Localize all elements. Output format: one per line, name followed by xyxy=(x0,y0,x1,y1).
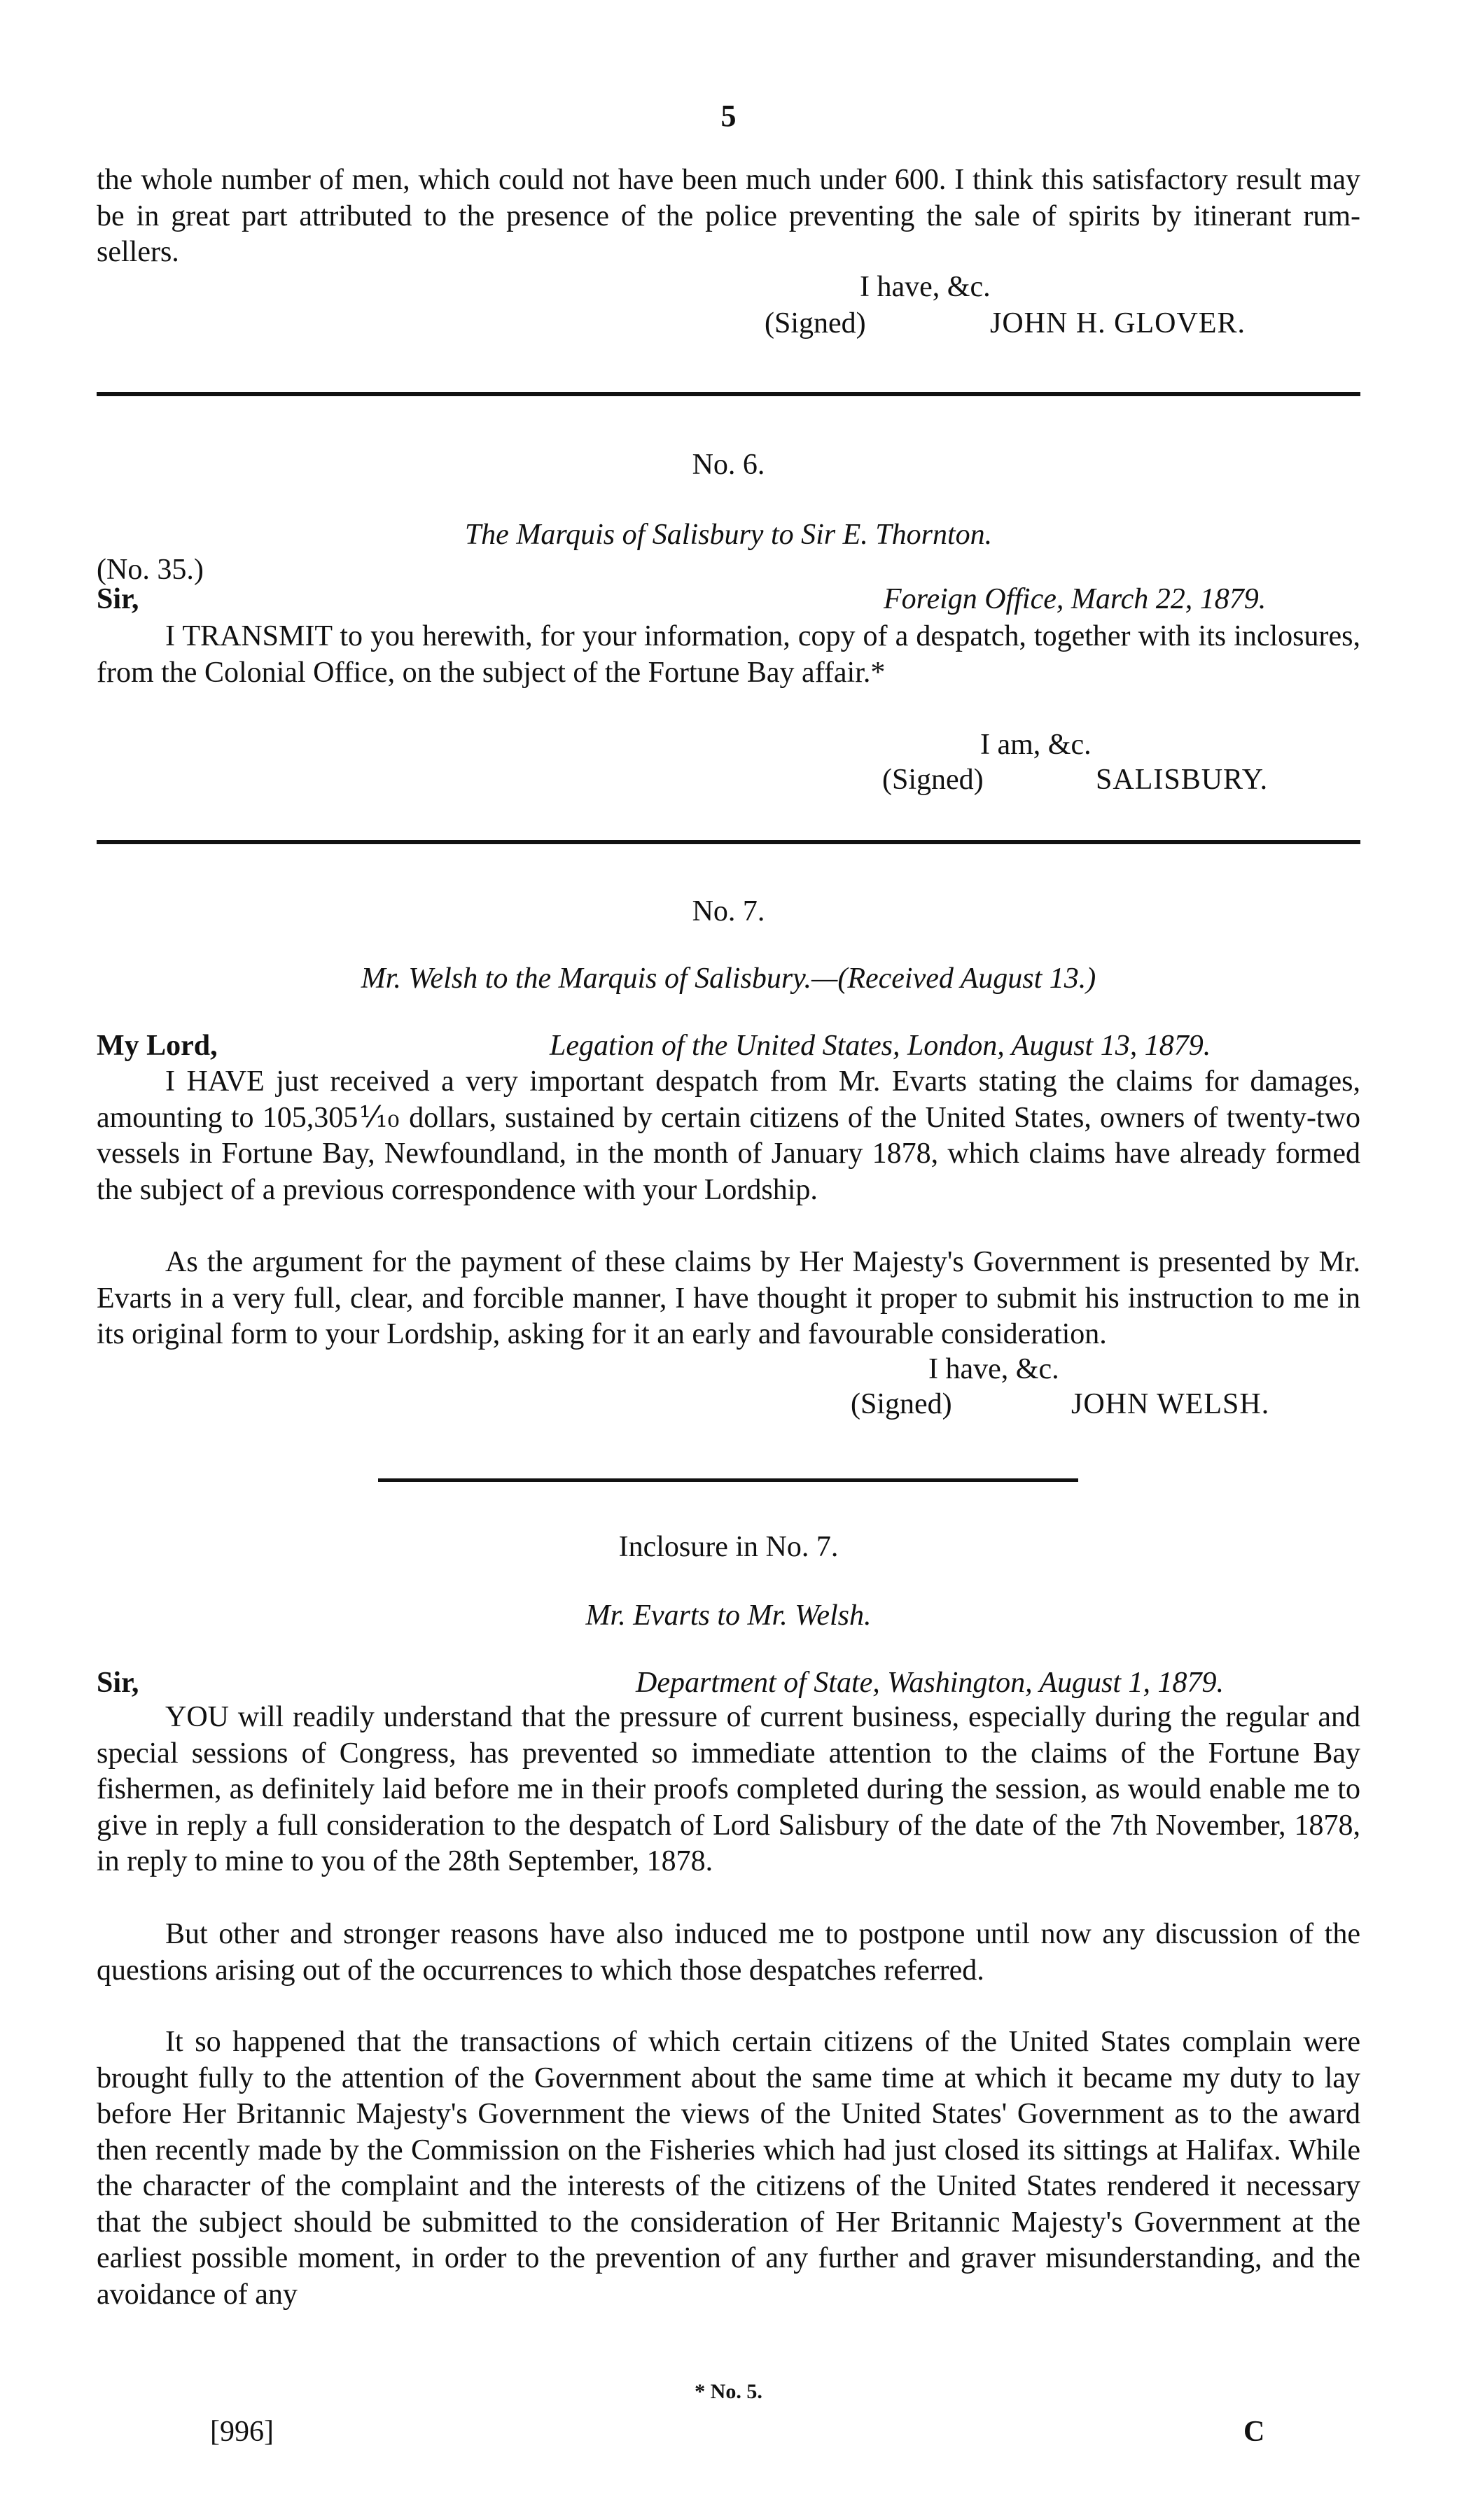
inclosure-paragraph-3: It so happened that the transactions of which certain citizens of the United States complain were brought fully to the attention of the Government about the same time at which it became my duty to lay before Her Britannic Majesty's Government the views of the United States' Government as to the award then recently made by the Commission on the Fisheries which had just closed its sittings at Halifax. While the character of the complaint and the interests of the citizens of the United States rendered it necessary that the subject should be submitted to the consideration of Her Britannic Majesty's Government at the earliest possible moment, in order to the prevention of any further and graver misunderstanding, and the avoidance of any xyxy=(97,2026,1360,2311)
footer-gathering-letter: C xyxy=(1243,2416,1265,2448)
no7-dateline: Legation of the United States, London, August 13, 1879. xyxy=(550,1030,1211,1062)
page-number: 5 xyxy=(720,99,737,133)
no6-reference: (No. 35.) xyxy=(97,554,204,586)
no6-signed-label: (Signed) xyxy=(882,764,984,796)
inclosure-heading: Inclosure in No. 7. xyxy=(618,1531,839,1563)
no7-heading: No. 7. xyxy=(692,895,765,927)
section-divider xyxy=(97,840,1360,844)
inclosure-title: Mr. Evarts to Mr. Welsh. xyxy=(585,1600,872,1632)
opening-paragraph: the whole number of men, which could not have been much under 600. I think this satisfactory result may be in great part attributed to the presence of the police preventing the sale of spirits by itinerant rum-sellers. xyxy=(97,164,1360,268)
no7-signed-label: (Signed) xyxy=(851,1388,952,1420)
no6-closing: I am, &c. xyxy=(980,729,1092,761)
no7-title: Mr. Welsh to the Marquis of Salisbury.—(Received August 13.) xyxy=(361,962,1096,995)
no7-signatory: JOHN WELSH. xyxy=(1071,1388,1270,1420)
no7-paragraph-2: As the argument for the payment of these claims by Her Majesty's Government is presented by Mr. Evarts in a very full, clear, and forcible manner, I have thought it proper to submit his instruction to me in its original form to your Lordship, asking for it an early and favourable consideration. xyxy=(97,1246,1360,1350)
inclosure-salutation: Sir, xyxy=(97,1667,139,1699)
no7-paragraph-1: I HAVE just received a very important despatch from Mr. Evarts stating the claims for damages, amounting to 105,305⅒ dollars, sustained by certain citizens of the United States, owners of twenty-two vessels in Fortune Bay, Newfoundland, in the month of January 1878, which claims have already formed the subject of a previous correspondence with your Lordship. xyxy=(97,1065,1360,1206)
no6-title: The Marquis of Salisbury to Sir E. Thornton. xyxy=(464,519,993,551)
footnote: * No. 5. xyxy=(695,2380,762,2403)
inclosure-paragraph-1: YOU will readily understand that the pressure of current business, especially during the regular and special sessions of Congress, has prevented so immediate attention to the claims of the Fortune Bay fishermen, as definitely laid before me in their proofs completed during the session, as would enable me to give in reply a full consideration to the despatch of Lord Salisbury of the date of the 7th November, 1878, in reply to mine to you of the 28th September, 1878. xyxy=(97,1701,1360,1877)
footer-signature-mark: [996] xyxy=(210,2416,274,2448)
no6-body: I TRANSMIT to you herewith, for your information, copy of a despatch, together with its inclosures, from the Colonial Office, on the subject of the Fortune Bay affair.* xyxy=(97,620,1360,689)
no7-closing: I have, &c. xyxy=(928,1353,1059,1385)
section-divider xyxy=(97,392,1360,396)
no7-salutation: My Lord, xyxy=(97,1030,218,1062)
no6-signatory: SALISBURY. xyxy=(1096,764,1269,796)
no6-heading: No. 6. xyxy=(692,449,765,481)
no6-dateline: Foreign Office, March 22, 1879. xyxy=(884,583,1267,615)
no6-salutation: Sir, xyxy=(97,583,139,615)
inclosure-paragraph-2: But other and stronger reasons have also induced me to postpone until now any discussion of the questions arising out of the occurrences to which those despatches referred. xyxy=(97,1918,1360,1987)
inclosure-dateline: Department of State, Washington, August 1, 1879. xyxy=(636,1667,1224,1699)
opening-signatory: JOHN H. GLOVER. xyxy=(990,307,1246,340)
opening-signed-label: (Signed) xyxy=(765,307,866,340)
opening-closing: I have, &c. xyxy=(860,271,991,303)
section-divider-short xyxy=(378,1478,1078,1482)
